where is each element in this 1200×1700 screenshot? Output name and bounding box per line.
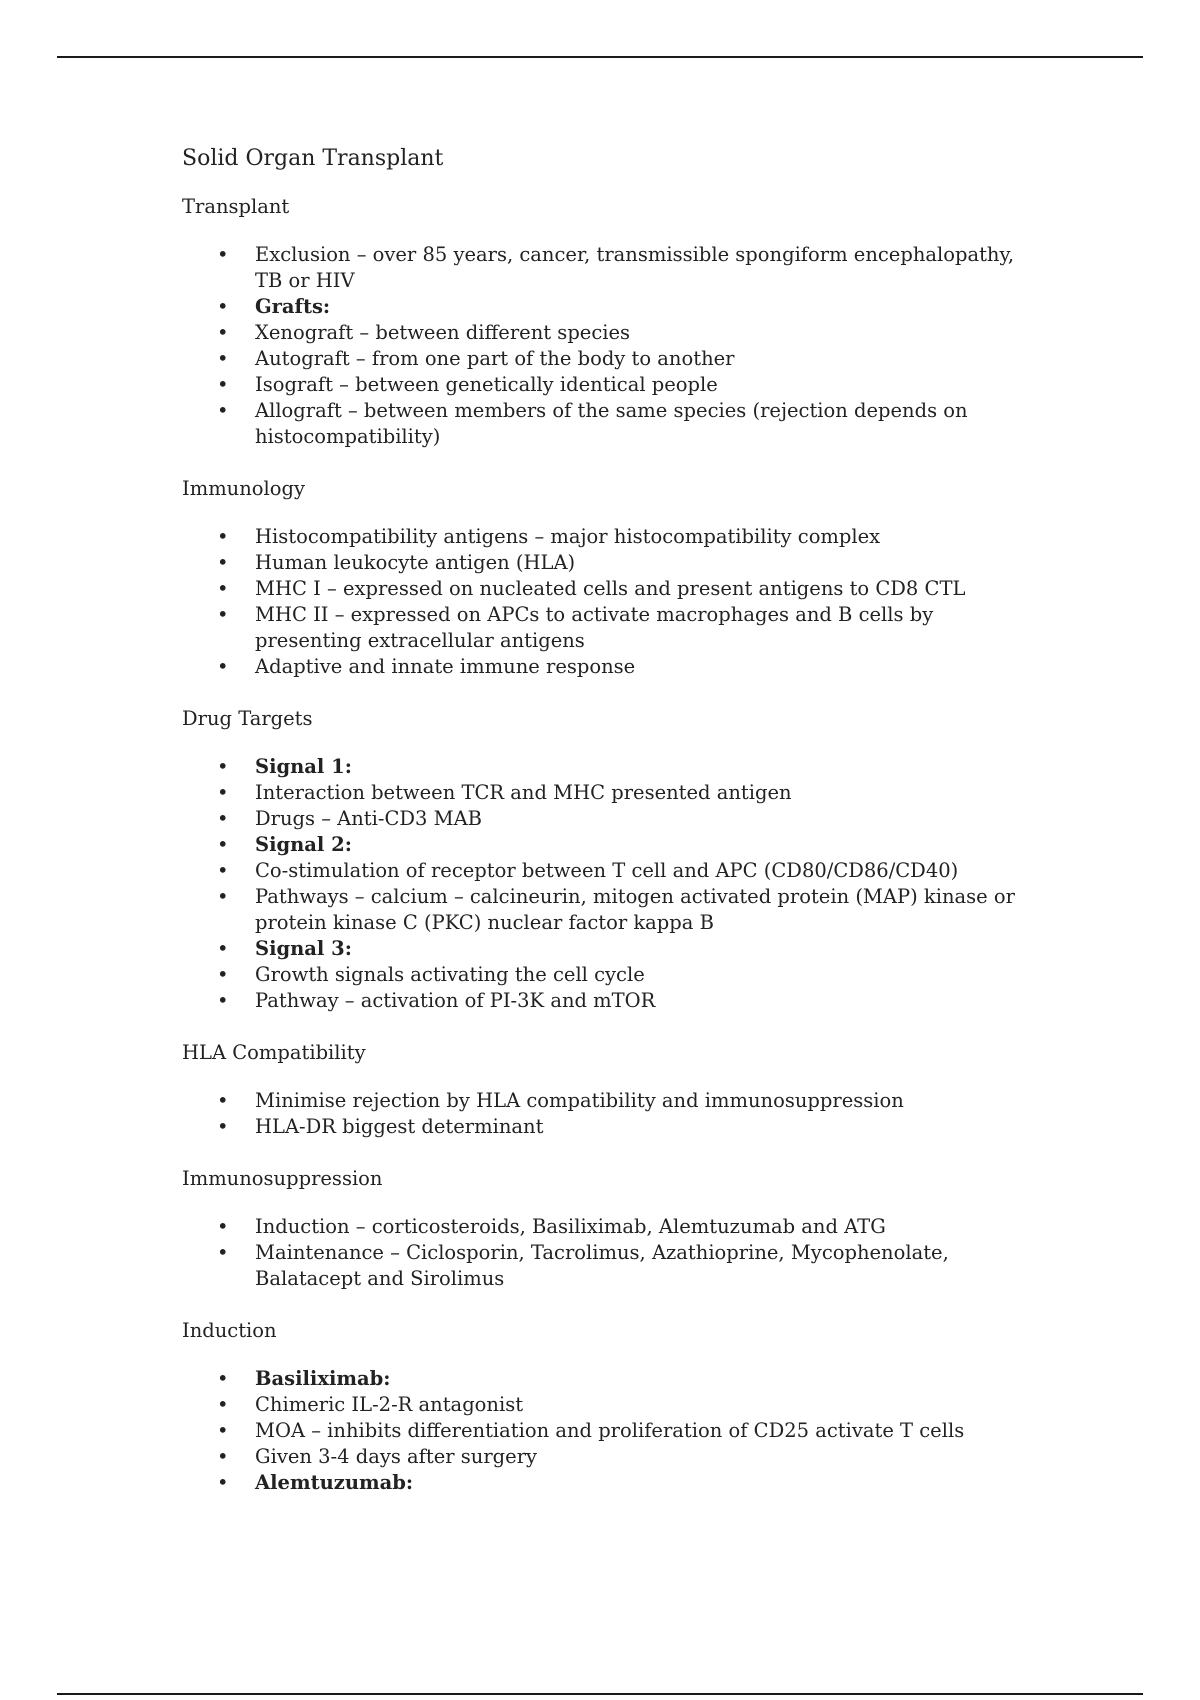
list-item <box>182 884 1042 936</box>
bullet-icon: • <box>217 989 229 1012</box>
list-item-text: MOA – inhibits differentiation and proliferation of CD25 activate T cells <box>255 1419 965 1442</box>
section-heading: Transplant <box>182 195 290 218</box>
list-item-subheading: Signal 2: <box>255 833 352 856</box>
bullet-icon: • <box>217 755 229 778</box>
list-item <box>182 602 1042 654</box>
bullet-icon: • <box>217 525 229 548</box>
bullet-icon: • <box>217 937 229 960</box>
bullet-list <box>182 524 1042 680</box>
bullet-icon: • <box>217 1471 229 1494</box>
list-item <box>182 242 1042 294</box>
section-heading: Immunology <box>182 477 306 500</box>
list-item-text: Given 3-4 days after surgery <box>255 1445 538 1468</box>
list-item-text: MHC II – expressed on APCs to activate macrophages and B cells by presenting extracellular antigens <box>255 603 934 652</box>
list-item-text: Drugs – Anti-CD3 MAB <box>255 807 482 830</box>
bullet-icon: • <box>217 859 229 882</box>
list-item-text: Exclusion – over 85 years, cancer, transmissible spongiform encephalopathy, TB or HIV <box>255 243 1015 292</box>
list-item-text: Maintenance – Ciclosporin, Tacrolimus, Azathioprine, Mycophenolate, Balatacept and Sirolimus <box>255 1241 949 1290</box>
list-item-text: Isograft – between genetically identical people <box>255 373 718 396</box>
list-item <box>182 550 1042 576</box>
bullet-icon: • <box>217 1115 229 1138</box>
bullet-icon: • <box>217 807 229 830</box>
list-item <box>182 398 1042 450</box>
list-item-text: HLA-DR biggest determinant <box>255 1115 544 1138</box>
list-item-text: Autograft – from one part of the body to another <box>255 347 735 370</box>
list-item <box>182 294 1042 320</box>
bullet-icon: • <box>217 1393 229 1416</box>
bullet-icon: • <box>217 885 229 908</box>
list-item <box>182 806 1042 832</box>
bullet-icon: • <box>217 1089 229 1112</box>
bullet-list <box>182 242 1042 450</box>
bullet-icon: • <box>217 1215 229 1238</box>
list-item-subheading: Alemtuzumab: <box>255 1471 414 1494</box>
bullet-icon: • <box>217 577 229 600</box>
bullet-icon: • <box>217 1445 229 1468</box>
list-item-text: Human leukocyte antigen (HLA) <box>255 551 576 574</box>
list-item-subheading: Signal 1: <box>255 755 352 778</box>
list-item <box>182 988 1042 1014</box>
bullet-icon: • <box>217 781 229 804</box>
document-title: Solid Organ Transplant <box>182 146 444 171</box>
list-item-text: Pathways – calcium – calcineurin, mitogen activated protein (MAP) kinase or protein kinase C (PKC) nuclear factor kappa B <box>255 885 1015 934</box>
list-item <box>182 962 1042 988</box>
list-item <box>182 1418 1042 1444</box>
section-heading: Immunosuppression <box>182 1167 383 1190</box>
list-item <box>182 372 1042 398</box>
section-heading: HLA Compatibility <box>182 1041 366 1064</box>
list-item <box>182 654 1042 680</box>
list-item <box>182 1088 1042 1114</box>
bullet-icon: • <box>217 373 229 396</box>
list-item-text: MHC I – expressed on nucleated cells and present antigens to CD8 CTL <box>255 577 966 600</box>
bullet-list <box>182 1366 1042 1496</box>
list-item-text: Xenograft – between different species <box>255 321 631 344</box>
list-item-subheading: Basiliximab: <box>255 1367 391 1390</box>
list-item-text: Histocompatibility antigens – major histocompatibility complex <box>255 525 881 548</box>
list-item-text: Growth signals activating the cell cycle <box>255 963 645 986</box>
list-item-text: Induction – corticosteroids, Basiliximab, Alemtuzumab and ATG <box>255 1215 886 1238</box>
bullet-list <box>182 754 1042 1014</box>
bullet-icon: • <box>217 551 229 574</box>
bullet-icon: • <box>217 655 229 678</box>
list-item-text: Allograft – between members of the same species (rejection depends on histocompatibility) <box>255 399 968 448</box>
list-item <box>182 1444 1042 1470</box>
list-item <box>182 1366 1042 1392</box>
list-item-subheading: Grafts: <box>255 295 331 318</box>
document-sections <box>182 194 1042 1496</box>
list-item-text: Co-stimulation of receptor between T cell and APC (CD80/CD86/CD40) <box>255 859 959 882</box>
list-item <box>182 1214 1042 1240</box>
bullet-icon: • <box>217 347 229 370</box>
bullet-list <box>182 1088 1042 1140</box>
bullet-list <box>182 1214 1042 1292</box>
section-heading: Induction <box>182 1319 277 1342</box>
list-item-text: Chimeric IL-2-R antagonist <box>255 1393 524 1416</box>
bullet-icon: • <box>217 399 229 422</box>
list-item-text: Pathway – activation of PI-3K and mTOR <box>255 989 656 1012</box>
list-item <box>182 1392 1042 1418</box>
list-item <box>182 524 1042 550</box>
list-item-text: Minimise rejection by HLA compatibility and immunosuppression <box>255 1089 904 1112</box>
bullet-icon: • <box>217 243 229 266</box>
list-item <box>182 576 1042 602</box>
document-body <box>182 144 1042 1522</box>
section-heading: Drug Targets <box>182 707 313 730</box>
bullet-icon: • <box>217 833 229 856</box>
list-item-subheading: Signal 3: <box>255 937 352 960</box>
header-rule <box>57 56 1143 58</box>
bullet-icon: • <box>217 1241 229 1264</box>
bullet-icon: • <box>217 321 229 344</box>
list-item <box>182 858 1042 884</box>
list-item <box>182 780 1042 806</box>
bullet-icon: • <box>217 1367 229 1390</box>
bullet-icon: • <box>217 1419 229 1442</box>
bullet-icon: • <box>217 603 229 626</box>
list-item <box>182 346 1042 372</box>
list-item <box>182 1470 1042 1496</box>
footer-rule <box>57 1693 1143 1695</box>
list-item <box>182 754 1042 780</box>
list-item <box>182 1114 1042 1140</box>
list-item <box>182 936 1042 962</box>
bullet-icon: • <box>217 963 229 986</box>
list-item <box>182 320 1042 346</box>
list-item-text: Interaction between TCR and MHC presented antigen <box>255 781 792 804</box>
list-item <box>182 832 1042 858</box>
list-item-text: Adaptive and innate immune response <box>255 655 636 678</box>
list-item <box>182 1240 1042 1292</box>
bullet-icon: • <box>217 295 229 318</box>
